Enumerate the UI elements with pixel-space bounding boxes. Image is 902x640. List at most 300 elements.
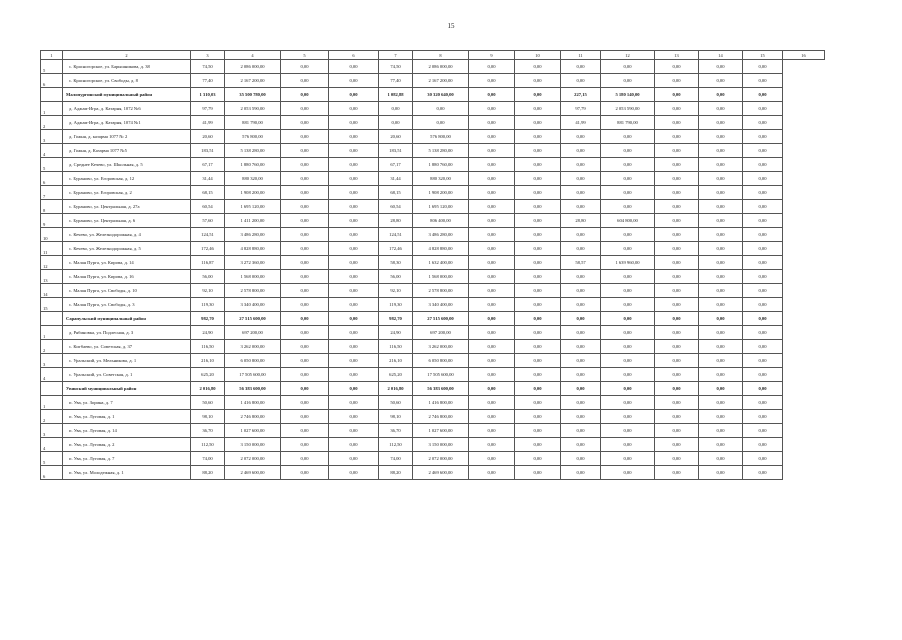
value-cell: 0,00 xyxy=(515,256,561,270)
value-cell: 0,00 xyxy=(743,172,783,186)
value-cell: 5 138 280,00 xyxy=(413,144,469,158)
value-cell: 68,15 xyxy=(379,186,413,200)
value-cell: 0,00 xyxy=(561,452,601,466)
value-cell: 576 800,00 xyxy=(413,130,469,144)
value-cell: 0,00 xyxy=(281,256,329,270)
value-cell: 112,50 xyxy=(379,438,413,452)
value-cell: 98,10 xyxy=(379,410,413,424)
district-name-cell: Сарапульский муниципальный район xyxy=(63,312,191,326)
value-cell: 0,00 xyxy=(699,354,743,368)
value-cell: 216,10 xyxy=(191,354,225,368)
value-cell: 0,00 xyxy=(329,424,379,438)
value-cell: 0,00 xyxy=(515,466,561,480)
value-cell: 0,00 xyxy=(699,340,743,354)
row-number-cell: 13 xyxy=(41,270,63,284)
value-cell: 1 632 400,00 xyxy=(413,256,469,270)
value-cell: 2 167 200,00 xyxy=(413,74,469,88)
value-cell: 0,00 xyxy=(655,298,699,312)
value-cell: 0,00 xyxy=(743,466,783,480)
value-cell: 0,00 xyxy=(561,354,601,368)
value-cell: 0,00 xyxy=(469,116,515,130)
row-number-cell: 4 xyxy=(41,438,63,452)
value-cell: 1 027 600,00 xyxy=(225,424,281,438)
value-cell: 0,00 xyxy=(655,438,699,452)
table-row xyxy=(41,410,825,424)
value-cell: 625,20 xyxy=(379,368,413,382)
value-cell: 0,00 xyxy=(699,284,743,298)
address-cell: с. Кечево, ул. Железнодорожная, д. 4 xyxy=(63,228,191,242)
value-cell: 68,15 xyxy=(191,186,225,200)
value-cell: 0,00 xyxy=(281,354,329,368)
value-cell: 0,00 xyxy=(561,424,601,438)
value-cell: 0,00 xyxy=(655,74,699,88)
value-cell: 0,00 xyxy=(329,144,379,158)
value-cell: 67,17 xyxy=(191,158,225,172)
column-number-cell: 7 xyxy=(379,51,413,60)
value-cell: 0,00 xyxy=(601,200,655,214)
value-cell: 0,00 xyxy=(743,242,783,256)
value-cell: 112,50 xyxy=(191,438,225,452)
value-cell: 0,00 xyxy=(561,396,601,410)
value-cell: 74,50 xyxy=(191,60,225,74)
document-table-container xyxy=(40,50,824,480)
value-cell: 0,00 xyxy=(329,186,379,200)
row-number-cell: 11 xyxy=(41,242,63,256)
value-cell: 0,00 xyxy=(601,438,655,452)
value-cell: 0,00 xyxy=(329,382,379,396)
value-cell: 0,00 xyxy=(515,284,561,298)
value-cell: 0,00 xyxy=(699,130,743,144)
value-cell: 0,00 xyxy=(699,172,743,186)
value-cell: 0,00 xyxy=(561,228,601,242)
address-cell: с. Кечево, ул. Железнодорожная, д. 5 xyxy=(63,242,191,256)
value-cell: 1 568 000,00 xyxy=(225,270,281,284)
table-row xyxy=(41,424,825,438)
value-cell: 0,00 xyxy=(655,102,699,116)
value-cell: 0,00 xyxy=(655,354,699,368)
value-cell: 2 746 800,00 xyxy=(413,410,469,424)
value-cell: 0,00 xyxy=(601,144,655,158)
value-cell: 0,00 xyxy=(281,228,329,242)
value-cell: 5 180 140,00 xyxy=(601,88,655,102)
table-row xyxy=(41,452,825,466)
table-row xyxy=(41,158,825,172)
value-cell: 0,00 xyxy=(743,200,783,214)
column-number-cell: 10 xyxy=(515,51,561,60)
value-cell: 17 505 600,00 xyxy=(413,368,469,382)
value-cell: 0,00 xyxy=(329,172,379,186)
value-cell: 0,00 xyxy=(655,60,699,74)
value-cell: 0,00 xyxy=(329,200,379,214)
value-cell: 116,87 xyxy=(191,256,225,270)
value-cell: 0,00 xyxy=(561,368,601,382)
value-cell: 0,00 xyxy=(743,396,783,410)
value-cell: 0,00 xyxy=(743,312,783,326)
table-row xyxy=(41,74,825,88)
value-cell: 28,80 xyxy=(379,214,413,228)
table-row xyxy=(41,186,825,200)
value-cell: 6 050 800,00 xyxy=(225,354,281,368)
value-cell: 0,00 xyxy=(655,382,699,396)
value-cell: 50,60 xyxy=(191,396,225,410)
value-cell: 0,00 xyxy=(601,270,655,284)
column-number-cell: 12 xyxy=(601,51,655,60)
value-cell: 60,54 xyxy=(191,200,225,214)
value-cell: 36,70 xyxy=(191,424,225,438)
value-cell: 116,50 xyxy=(191,340,225,354)
column-number-cell: 4 xyxy=(225,51,281,60)
value-cell: 0,00 xyxy=(655,368,699,382)
value-cell: 77,40 xyxy=(379,74,413,88)
table-row xyxy=(41,466,825,480)
value-cell: 20,60 xyxy=(379,130,413,144)
value-cell: 88,20 xyxy=(379,466,413,480)
value-cell: 0,00 xyxy=(469,368,515,382)
value-cell: 0,00 xyxy=(329,284,379,298)
value-cell: 0,00 xyxy=(329,466,379,480)
value-cell: 0,00 xyxy=(329,340,379,354)
value-cell: 0,00 xyxy=(281,242,329,256)
district-name-cell: Увинский муниципальный район xyxy=(63,382,191,396)
value-cell: 0,00 xyxy=(561,130,601,144)
value-cell: 0,00 xyxy=(515,116,561,130)
row-number-cell: 7 xyxy=(41,186,63,200)
value-cell: 0,00 xyxy=(281,424,329,438)
value-cell: 41,99 xyxy=(191,116,225,130)
value-cell: 0,00 xyxy=(743,130,783,144)
value-cell: 24,90 xyxy=(379,326,413,340)
value-cell: 0,00 xyxy=(601,172,655,186)
value-cell: 0,00 xyxy=(743,452,783,466)
row-number-cell: 8 xyxy=(41,200,63,214)
value-cell: 0,00 xyxy=(699,200,743,214)
value-cell: 0,00 xyxy=(469,200,515,214)
value-cell: 0,00 xyxy=(281,200,329,214)
value-cell: 67,17 xyxy=(379,158,413,172)
value-cell: 0,00 xyxy=(281,60,329,74)
value-cell: 0,00 xyxy=(601,298,655,312)
value-cell: 1 908 200,00 xyxy=(413,186,469,200)
column-number-cell: 2 xyxy=(63,51,191,60)
value-cell: 881 790,00 xyxy=(601,116,655,130)
value-cell: 982,70 xyxy=(379,312,413,326)
value-cell: 0,00 xyxy=(329,410,379,424)
row-number-cell: 6 xyxy=(41,74,63,88)
value-cell: 3 340 400,00 xyxy=(413,298,469,312)
value-cell: 0,00 xyxy=(469,466,515,480)
value-cell: 0,00 xyxy=(515,130,561,144)
value-cell: 28,80 xyxy=(561,214,601,228)
value-cell: 74,00 xyxy=(191,452,225,466)
value-cell: 0,00 xyxy=(655,158,699,172)
table-row xyxy=(41,270,825,284)
table-row xyxy=(41,200,825,214)
value-cell: 0,00 xyxy=(743,186,783,200)
value-cell: 0,00 xyxy=(515,340,561,354)
value-cell: 0,00 xyxy=(469,172,515,186)
table-row xyxy=(41,144,825,158)
value-cell: 0,00 xyxy=(515,102,561,116)
value-cell: 0,00 xyxy=(281,102,329,116)
value-cell: 0,00 xyxy=(469,452,515,466)
value-cell: 0,00 xyxy=(329,158,379,172)
value-cell: 0,00 xyxy=(743,214,783,228)
address-cell: п. Ува, ул. Молодежная, д. 1 xyxy=(63,466,191,480)
address-cell: с. Бураново, ул. Центральная, д. 6 xyxy=(63,214,191,228)
value-cell: 2 578 800,00 xyxy=(225,284,281,298)
value-cell: 0,00 xyxy=(281,298,329,312)
table-row xyxy=(41,354,825,368)
value-cell: 0,00 xyxy=(379,116,413,130)
row-number-cell: 4 xyxy=(41,368,63,382)
value-cell: 35 500 780,00 xyxy=(225,88,281,102)
value-cell: 0,00 xyxy=(561,74,601,88)
value-cell: 56 383 600,00 xyxy=(413,382,469,396)
value-cell: 0,00 xyxy=(743,270,783,284)
value-cell: 1 639 960,00 xyxy=(601,256,655,270)
value-cell: 3 150 000,00 xyxy=(413,438,469,452)
row-number-cell: 4 xyxy=(41,144,63,158)
value-cell: 0,00 xyxy=(469,144,515,158)
value-cell: 0,00 xyxy=(699,228,743,242)
address-cell: с. Бураново, ул. Центральная, д. 27а xyxy=(63,200,191,214)
value-cell: 60,54 xyxy=(379,200,413,214)
value-cell: 0,00 xyxy=(329,368,379,382)
value-cell: 0,00 xyxy=(413,102,469,116)
value-cell: 1 568 000,00 xyxy=(413,270,469,284)
value-cell: 0,00 xyxy=(469,186,515,200)
value-cell: 0,00 xyxy=(561,200,601,214)
value-cell: 0,00 xyxy=(469,130,515,144)
value-cell: 0,00 xyxy=(601,452,655,466)
value-cell: 0,00 xyxy=(655,256,699,270)
value-cell: 0,00 xyxy=(561,284,601,298)
value-cell: 0,00 xyxy=(281,396,329,410)
value-cell: 0,00 xyxy=(601,158,655,172)
district-subtotal-row xyxy=(41,312,825,326)
value-cell: 0,00 xyxy=(743,382,783,396)
value-cell: 0,00 xyxy=(329,74,379,88)
column-number-cell: 11 xyxy=(561,51,601,60)
value-cell: 0,00 xyxy=(329,228,379,242)
value-cell: 1 310,03 xyxy=(191,88,225,102)
address-cell: п. Ува, ул. Луговая, д. 14 xyxy=(63,424,191,438)
value-cell: 0,00 xyxy=(655,144,699,158)
table-row xyxy=(41,368,825,382)
value-cell: 0,00 xyxy=(561,382,601,396)
value-cell: 0,00 xyxy=(601,186,655,200)
value-cell: 3 262 000,00 xyxy=(413,340,469,354)
value-cell: 0,00 xyxy=(515,214,561,228)
table-row xyxy=(41,438,825,452)
value-cell: 0,00 xyxy=(515,424,561,438)
value-cell: 0,00 xyxy=(281,452,329,466)
value-cell: 881 790,00 xyxy=(225,116,281,130)
value-cell: 0,00 xyxy=(743,116,783,130)
value-cell: 227,15 xyxy=(561,88,601,102)
value-cell: 0,00 xyxy=(601,326,655,340)
value-cell: 0,00 xyxy=(601,312,655,326)
column-number-cell: 1 xyxy=(41,51,63,60)
value-cell: 3 486 280,00 xyxy=(413,228,469,242)
column-number-cell: 8 xyxy=(413,51,469,60)
value-cell: 0,00 xyxy=(655,466,699,480)
row-number-cell: 2 xyxy=(41,410,63,424)
value-cell: 0,00 xyxy=(699,298,743,312)
value-cell: 88,20 xyxy=(191,466,225,480)
value-cell: 2 746 800,00 xyxy=(225,410,281,424)
value-cell: 124,51 xyxy=(379,228,413,242)
value-cell: 0,00 xyxy=(699,466,743,480)
address-cell: с. Малая Пурга, ул. Кирова, д. 16 xyxy=(63,270,191,284)
value-cell: 0,00 xyxy=(699,382,743,396)
row-number-cell xyxy=(41,312,63,326)
value-cell: 0,00 xyxy=(699,368,743,382)
value-cell: 0,00 xyxy=(601,368,655,382)
value-cell: 982,70 xyxy=(191,312,225,326)
value-cell: 0,00 xyxy=(601,340,655,354)
value-cell: 697 200,00 xyxy=(225,326,281,340)
value-cell: 0,00 xyxy=(329,396,379,410)
value-cell: 0,00 xyxy=(601,130,655,144)
value-cell: 0,00 xyxy=(329,88,379,102)
row-number-cell xyxy=(41,382,63,396)
value-cell: 0,00 xyxy=(469,340,515,354)
value-cell: 0,00 xyxy=(743,340,783,354)
address-cell: п. Ува, ул. Зорина, д. 7 xyxy=(63,396,191,410)
value-cell: 0,00 xyxy=(699,158,743,172)
value-cell: 0,00 xyxy=(743,326,783,340)
value-cell: 0,00 xyxy=(515,410,561,424)
value-cell: 2 053 590,00 xyxy=(225,102,281,116)
row-number-cell: 14 xyxy=(41,284,63,298)
value-cell: 0,00 xyxy=(601,284,655,298)
row-number-cell: 1 xyxy=(41,326,63,340)
value-cell: 0,00 xyxy=(743,256,783,270)
value-cell: 0,00 xyxy=(329,452,379,466)
value-cell: 2 469 600,00 xyxy=(225,466,281,480)
table-row xyxy=(41,340,825,354)
value-cell: 0,00 xyxy=(561,410,601,424)
value-cell: 20,60 xyxy=(191,130,225,144)
row-number-cell: 2 xyxy=(41,340,63,354)
row-number-cell: 5 xyxy=(41,452,63,466)
value-cell: 172,46 xyxy=(379,242,413,256)
value-cell: 0,00 xyxy=(515,88,561,102)
value-cell: 0,00 xyxy=(743,228,783,242)
address-cell: с. Кигбаево, ул. Советская, д. 37 xyxy=(63,340,191,354)
value-cell: 0,00 xyxy=(469,60,515,74)
value-cell: 0,00 xyxy=(515,186,561,200)
value-cell: 77,40 xyxy=(191,74,225,88)
value-cell: 0,00 xyxy=(655,186,699,200)
row-number-cell: 12 xyxy=(41,256,63,270)
value-cell: 41,99 xyxy=(561,116,601,130)
value-cell: 2 086 000,00 xyxy=(413,60,469,74)
value-cell: 0,00 xyxy=(281,130,329,144)
district-subtotal-row xyxy=(41,88,825,102)
value-cell: 0,00 xyxy=(561,298,601,312)
value-cell: 0,00 xyxy=(329,116,379,130)
value-cell: 0,00 xyxy=(329,102,379,116)
value-cell: 0,00 xyxy=(743,102,783,116)
value-cell: 0,00 xyxy=(515,382,561,396)
value-cell: 1 880 760,00 xyxy=(413,158,469,172)
value-cell: 0,00 xyxy=(655,284,699,298)
value-cell: 0,00 xyxy=(655,410,699,424)
value-cell: 0,00 xyxy=(743,354,783,368)
value-cell: 0,00 xyxy=(469,242,515,256)
value-cell: 92,10 xyxy=(191,284,225,298)
column-number-cell: 16 xyxy=(783,51,825,60)
value-cell: 880 320,00 xyxy=(413,172,469,186)
value-cell: 58,57 xyxy=(561,256,601,270)
value-cell: 0,00 xyxy=(469,228,515,242)
value-cell: 2 086 000,00 xyxy=(225,60,281,74)
value-cell: 74,50 xyxy=(379,60,413,74)
value-cell: 0,00 xyxy=(469,424,515,438)
value-cell: 1 411 200,00 xyxy=(225,214,281,228)
address-cell: с. Уральский, ул. Мельникова, д. 1 xyxy=(63,354,191,368)
value-cell: 0,00 xyxy=(601,354,655,368)
value-cell: 0,00 xyxy=(743,438,783,452)
value-cell: 24,90 xyxy=(191,326,225,340)
value-cell: 0,00 xyxy=(281,88,329,102)
value-cell: 27 515 600,00 xyxy=(225,312,281,326)
value-cell: 31,44 xyxy=(379,172,413,186)
column-number-cell: 14 xyxy=(699,51,743,60)
value-cell: 0,00 xyxy=(699,326,743,340)
value-cell: 50,60 xyxy=(379,396,413,410)
value-cell: 0,00 xyxy=(329,130,379,144)
value-cell: 0,00 xyxy=(515,396,561,410)
value-cell: 0,00 xyxy=(515,326,561,340)
value-cell: 0,00 xyxy=(329,256,379,270)
value-cell: 0,00 xyxy=(699,396,743,410)
value-cell: 119,30 xyxy=(379,298,413,312)
value-cell: 1 082,88 xyxy=(379,88,413,102)
value-cell: 0,00 xyxy=(699,116,743,130)
value-cell: 0,00 xyxy=(699,88,743,102)
value-cell: 3 486 280,00 xyxy=(225,228,281,242)
value-cell: 2 072 000,00 xyxy=(413,452,469,466)
value-cell: 97,79 xyxy=(561,102,601,116)
value-cell: 56,00 xyxy=(191,270,225,284)
value-cell: 0,00 xyxy=(561,186,601,200)
value-cell: 0,00 xyxy=(329,60,379,74)
value-cell: 1 880 760,00 xyxy=(225,158,281,172)
row-number-cell: 5 xyxy=(41,158,63,172)
value-cell: 0,00 xyxy=(329,270,379,284)
value-cell: 0,00 xyxy=(601,228,655,242)
value-cell: 0,00 xyxy=(655,424,699,438)
value-cell: 119,30 xyxy=(191,298,225,312)
value-cell: 0,00 xyxy=(515,312,561,326)
value-cell: 0,00 xyxy=(281,214,329,228)
value-cell: 0,00 xyxy=(329,214,379,228)
value-cell: 0,00 xyxy=(655,228,699,242)
value-cell: 0,00 xyxy=(515,158,561,172)
value-cell: 1 027 600,00 xyxy=(413,424,469,438)
value-cell: 0,00 xyxy=(413,116,469,130)
value-cell: 0,00 xyxy=(329,326,379,340)
value-cell: 0,00 xyxy=(281,116,329,130)
value-cell: 0,00 xyxy=(699,438,743,452)
value-cell: 0,00 xyxy=(655,242,699,256)
value-cell: 0,00 xyxy=(515,74,561,88)
value-cell: 0,00 xyxy=(469,74,515,88)
value-cell: 0,00 xyxy=(601,382,655,396)
